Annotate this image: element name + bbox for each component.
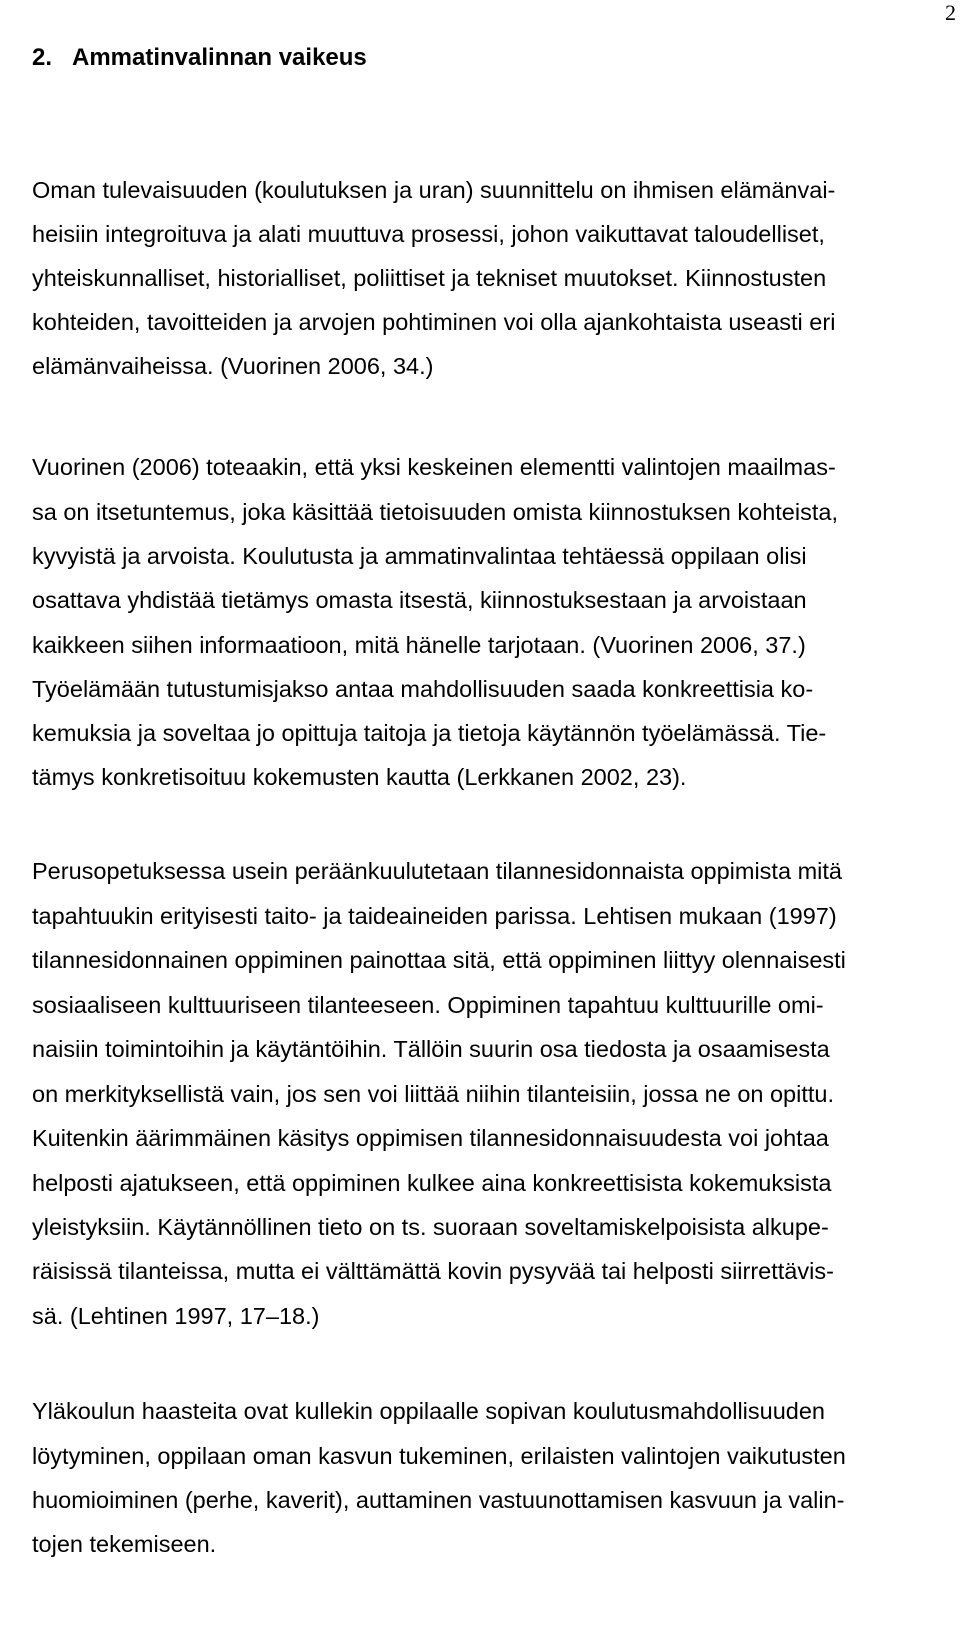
- text-line: Yläkoulun haasteita ovat kullekin oppilaalle sopivan koulutusmahdollisuuden: [32, 1398, 825, 1424]
- text-line: räisissä tilanteissa, mutta ei välttämättä kovin pysyvää tai helposti siirrettävis-: [32, 1258, 834, 1284]
- text-line: kemuksia ja soveltaa jo opittuja taitoja ja tietoja käytännön työelämässä. Tie-: [32, 720, 827, 746]
- text-line: yhteiskunnalliset, historialliset, poliittiset ja tekniset muutokset. Kiinnostusten: [32, 265, 827, 291]
- text-line: Työelämään tutustumisjakso antaa mahdollisuuden saada konkreettisia ko-: [32, 676, 814, 702]
- text-line: osattava yhdistää tietämys omasta itsestä, kiinnostuksestaan ja arvoistaan: [32, 587, 807, 613]
- text-line: sosiaaliseen kulttuuriseen tilanteeseen. Oppiminen tapahtuu kulttuurille omi-: [32, 992, 824, 1018]
- text-line: kohteiden, tavoitteiden ja arvojen pohtiminen voi olla ajankohtaista useasti eri: [32, 309, 836, 335]
- text-line: tilannesidonnainen oppiminen painottaa sitä, että oppiminen liittyy olennaisesti: [32, 947, 846, 973]
- text-line: Perusopetuksessa usein peräänkuulutetaan tilannesidonnaista oppimista mitä: [32, 858, 842, 884]
- text-line: kaikkeen siihen informaatioon, mitä hänelle tarjotaan. (Vuorinen 2006, 37.): [32, 632, 806, 658]
- page-number: 2: [945, 0, 956, 25]
- text-line: yleistyksiin. Käytännöllinen tieto on ts. suoraan soveltamiskelpoisista alkupe-: [32, 1214, 829, 1240]
- text-line: elämänvaiheissa. (Vuorinen 2006, 34.): [32, 353, 434, 379]
- text-line: sa on itsetuntemus, joka käsittää tietoisuuden omista kiinnostuksen kohteista,: [32, 499, 838, 525]
- section-title: Ammatinvalinnan vaikeus: [72, 44, 367, 71]
- text-line: heisiin integroituva ja alati muuttuva prosessi, johon vaikuttavat taloudelliset,: [32, 221, 825, 247]
- text-line: helposti ajatukseen, että oppiminen kulkee aina konkreettisista kokemuksista: [32, 1170, 832, 1196]
- text-line: sä. (Lehtinen 1997, 17–18.): [32, 1303, 320, 1329]
- text-line: löytyminen, oppilaan oman kasvun tukeminen, erilaisten valintojen vaikutusten: [32, 1443, 846, 1469]
- text-line: Vuorinen (2006) toteaakin, että yksi keskeinen elementti valintojen maailmas-: [32, 454, 836, 480]
- text-line: kyvyistä ja arvoista. Koulutusta ja ammatinvalintaa tehtäessä oppilaan olisi: [32, 543, 807, 569]
- text-line: on merkityksellistä vain, jos sen voi liittää niihin tilanteisiin, jossa ne on opittu.: [32, 1081, 835, 1107]
- text-line: tapahtuukin erityisesti taito- ja taideaineiden parissa. Lehtisen mukaan (1997): [32, 903, 837, 929]
- section-heading: [32, 44, 367, 73]
- text-line: tämys konkretisoituu kokemusten kautta (Lerkkanen 2002, 23).: [32, 764, 687, 790]
- text-line: Oman tulevaisuuden (koulutuksen ja uran) suunnittelu on ihmisen elämänvai-: [32, 177, 836, 203]
- text-line: tojen tekemiseen.: [32, 1531, 217, 1557]
- text-line: huomioiminen (perhe, kaverit), auttaminen vastuunottamisen kasvuun ja valin-: [32, 1487, 845, 1513]
- text-line: naisiin toimintoihin ja käytäntöihin. Tällöin suurin osa tiedosta ja osaamisesta: [32, 1036, 830, 1062]
- text-line: Kuitenkin äärimmäinen käsitys oppimisen tilannesidonnaisuudesta voi johtaa: [32, 1125, 829, 1151]
- section-number: 2.: [32, 44, 53, 71]
